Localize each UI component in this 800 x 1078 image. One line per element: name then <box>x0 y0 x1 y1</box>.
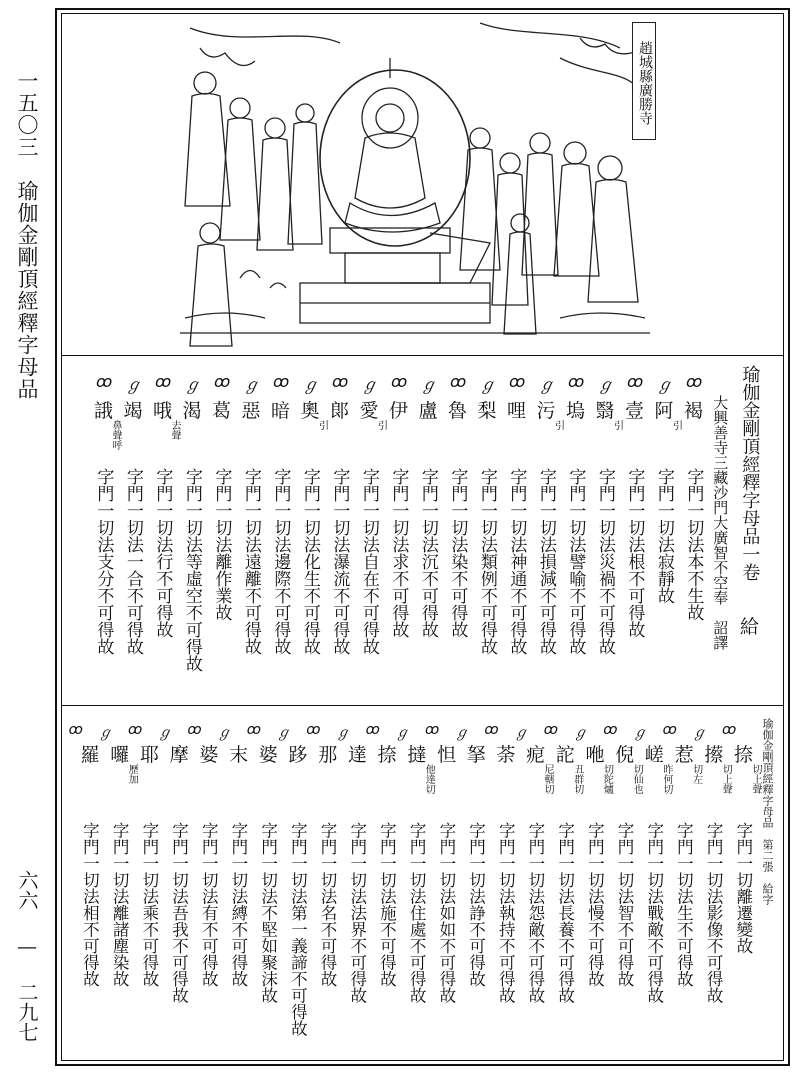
letter-character: 那 <box>318 744 338 766</box>
reading-note: 切左 <box>690 764 702 784</box>
letter-gloss: 字門一切法染不可得故 <box>447 468 468 638</box>
letter-character: 阿 <box>654 400 674 422</box>
letter-character: 污 <box>536 400 556 422</box>
letter-character: 葛 <box>212 400 232 422</box>
reading-note: 尼轄切 <box>542 764 554 794</box>
letter-character: 惡 <box>241 400 261 422</box>
reading-note: 切仙也 <box>631 764 643 794</box>
letter-gloss: 字門一切法遠離不可得故 <box>240 468 261 655</box>
letter-gloss: 字門一切法化生不可得故 <box>299 468 320 655</box>
letter-character: 詑 <box>555 744 575 766</box>
letter-gloss: 字門一切法乘不可得故 <box>139 822 159 987</box>
letter-character: 拏 <box>466 744 486 766</box>
letter-gloss: 字門一切法縛不可得故 <box>228 822 248 987</box>
letter-gloss: 字門一切法生不可得故 <box>674 822 694 987</box>
reading-note: 丑群切 <box>571 764 583 794</box>
siddham-glyph: ꝏ <box>306 722 321 738</box>
letter-character: 咃 <box>585 744 605 766</box>
siddham-glyph: ℊ <box>276 725 291 741</box>
reading-note: 引 <box>552 420 564 430</box>
letter-character: 囉 <box>110 744 130 766</box>
letter-gloss: 字門一切法自在不可得故 <box>358 468 379 655</box>
letter-gloss: 字門一切法執持不可得故 <box>496 822 516 1004</box>
letter-character: 褐 <box>684 400 704 422</box>
letter-character: 撻 <box>407 744 427 766</box>
letter-gloss: 字門一切法神通不可得故 <box>506 468 527 655</box>
letter-gloss: 字門一切法施不可得故 <box>377 822 397 987</box>
siddham-glyph: ꝏ <box>246 722 262 738</box>
letter-gloss: 字門一切法名不可得故 <box>318 822 338 987</box>
letter-gloss: 字門一切法長養不可得故 <box>555 822 575 1004</box>
siddham-glyph: ℊ <box>454 725 469 741</box>
siddham-glyph: ꝏ <box>187 722 202 738</box>
section-header: 瑜伽金剛頂經釋字母品 第二張 給字 <box>761 718 774 905</box>
siddham-glyph: ℊ <box>125 375 142 394</box>
letter-character: 翳 <box>595 400 615 422</box>
siddham-glyph: ℊ <box>479 375 496 394</box>
siddham-glyph: ꝏ <box>484 722 499 738</box>
letter-character: 竭 <box>123 400 143 422</box>
letter-gloss: 字門一切法災禍不可得故 <box>594 468 615 655</box>
letter-gloss: 字門一切法根不可得故 <box>624 468 645 638</box>
siddham-glyph: ꝏ <box>686 372 703 391</box>
reading-note: 切上聲 <box>750 764 761 794</box>
letter-character: 梨 <box>477 400 497 422</box>
letter-gloss: 字門一切法譬喻不可得故 <box>565 468 586 655</box>
letter-gloss: 字門一切法戰敵不可得故 <box>644 822 664 1004</box>
siddham-glyph: ꝏ <box>425 722 440 738</box>
siddham-glyph: ꝏ <box>214 372 231 391</box>
letter-gloss: 字門一切法寂靜故 <box>653 468 674 604</box>
letter-gloss: 字門一切法類例不可得故 <box>476 468 497 655</box>
letter-character: 摩 <box>169 744 189 766</box>
margin-page-number: 六六 — 二九七 <box>15 870 39 1042</box>
siddham-glyph: ꝏ <box>96 372 113 391</box>
letter-character: 塢 <box>566 400 586 422</box>
letter-gloss: 字門一切法影像不可得故 <box>704 822 724 1004</box>
reading-note: 引 <box>375 420 387 430</box>
siddham-glyph: ℊ <box>361 375 378 394</box>
siddham-glyph: ꝏ <box>543 722 559 738</box>
siddham-glyph: ꝏ <box>391 372 408 391</box>
reading-note: 切陀爐 <box>601 764 613 794</box>
letter-gloss: 字門一切法相不可得故 <box>80 822 100 987</box>
letter-character: 怛 <box>437 744 457 766</box>
translator-line: 大興善寺三藏沙門大廣智不空奉 詔譯 <box>711 395 730 650</box>
letter-character: 愛 <box>359 400 379 422</box>
letter-gloss: 字門一切法住處不可得故 <box>407 822 427 1004</box>
siddham-glyph: ꝏ <box>662 722 677 738</box>
siddham-glyph: ℊ <box>302 375 319 394</box>
letter-character: 荼 <box>496 744 516 766</box>
siddham-glyph: ꝏ <box>603 722 618 738</box>
letter-character: 攃 <box>704 744 724 766</box>
letter-gloss: 字門一切法損減不可得故 <box>535 468 556 655</box>
siddham-glyph: ℊ <box>573 725 588 741</box>
siddham-glyph: ℊ <box>597 375 614 394</box>
letter-character: 伊 <box>389 400 409 422</box>
letter-gloss: 字門一切法第一義諦不可得故 <box>288 822 308 1037</box>
letter-gloss: 字門一切法本不生故 <box>683 468 704 621</box>
siddham-glyph: ꝏ <box>627 372 644 391</box>
reading-note: 引 <box>670 420 682 430</box>
letter-character: 奧 <box>300 400 320 422</box>
siddham-glyph: ℊ <box>184 375 201 394</box>
siddham-glyph: ꝏ <box>365 722 380 738</box>
letter-gloss: 字門一切法求不可得故 <box>388 468 409 638</box>
margin-title: 一五〇三 瑜伽金剛頂經釋字母品 <box>15 70 39 400</box>
letter-character: 哩 <box>507 400 527 422</box>
siddham-glyph: ℊ <box>692 725 707 741</box>
letter-character: 婆 <box>199 744 219 766</box>
letter-character: 渴 <box>182 400 202 422</box>
siddham-glyph: ꝏ <box>68 722 83 738</box>
letter-character: 倪 <box>615 744 635 766</box>
letter-character: 盧 <box>418 400 438 422</box>
letter-character: 郞 <box>330 400 350 422</box>
letter-gloss: 字門一切法智不可得故 <box>615 822 635 987</box>
letter-gloss: 字門一切法邊際不可得故 <box>270 468 291 655</box>
letter-gloss: 字門一切法等虛空不可得故 <box>181 468 202 672</box>
letter-gloss: 字門一切法慢不可得故 <box>585 822 605 987</box>
letter-character: 哦 <box>153 400 173 422</box>
siddham-glyph: ℊ <box>243 375 260 394</box>
section-title: 瑜伽金剛頂經釋字母品一卷 <box>739 365 761 581</box>
reading-note: 引 <box>611 420 623 430</box>
letter-gloss: 字門一切法如如不可得故 <box>436 822 456 1004</box>
reading-note: 去聲 <box>169 420 180 440</box>
siddham-glyph: ℊ <box>335 725 350 741</box>
letter-gloss: 字門一切法諍不可得故 <box>466 822 486 987</box>
siddham-glyph: ꝏ <box>332 372 349 391</box>
siddham-glyph: ℊ <box>632 725 647 741</box>
siddham-glyph: ℊ <box>514 725 529 741</box>
siddham-glyph: ℊ <box>656 375 673 394</box>
letter-character: 暗 <box>271 400 291 422</box>
letter-character: 末 <box>229 744 249 766</box>
letter-gloss: 字門一切法怨敵不可得故 <box>525 822 545 1004</box>
letter-gloss: 字門一切法沉不可得故 <box>417 468 438 638</box>
letter-character: 嵯 <box>644 744 664 766</box>
siddham-glyph: ꝏ <box>273 372 290 391</box>
reading-note: 切上聲 <box>720 764 732 794</box>
siddham-glyph: ℊ <box>157 725 172 741</box>
siddham-glyph: ꝏ <box>128 722 143 738</box>
letter-character: 達 <box>347 744 367 766</box>
reading-note: 他達切 <box>423 764 435 794</box>
letter-gloss: 字門一切法一合不可得故 <box>122 468 143 655</box>
section-mark: 給 <box>740 616 760 638</box>
siddham-glyph: ꝏ <box>722 722 737 738</box>
siddham-glyph: ℊ <box>98 725 113 741</box>
letter-gloss: 字門一切法行不可得故 <box>152 468 173 638</box>
letter-character: 魯 <box>448 400 468 422</box>
section-divider <box>61 355 784 356</box>
letter-gloss: 字門一切法離作業故 <box>211 468 232 621</box>
letter-character: 婆 <box>258 744 278 766</box>
siddham-glyph: ℊ <box>217 725 232 741</box>
siddham-glyph: ℊ <box>395 725 410 741</box>
letter-character: 惹 <box>674 744 694 766</box>
letter-character: 羅 <box>80 744 100 766</box>
buddha-assembly-illustration <box>180 18 650 348</box>
reading-note: 昨何切 <box>660 764 672 794</box>
letter-gloss: 字門一切法有不可得故 <box>199 822 219 987</box>
letter-character: 捺 <box>734 744 754 766</box>
letter-character: 耶 <box>140 744 160 766</box>
letter-gloss: 字門一切法法界不可得故 <box>347 822 367 1004</box>
siddham-glyph: ꝏ <box>155 372 172 391</box>
siddham-glyph: ℊ <box>538 375 555 394</box>
letter-character: 痆 <box>526 744 546 766</box>
siddham-glyph: ℊ <box>420 375 437 394</box>
letter-character: 誐 <box>94 400 114 422</box>
siddham-glyph: ꝏ <box>568 372 585 391</box>
letter-gloss: 字門一切法支分不可得故 <box>93 468 114 655</box>
reading-note: 鼻聲呼 <box>110 420 121 450</box>
letter-gloss: 字門一切法離諸塵染故 <box>110 822 130 987</box>
letter-character: 跢 <box>288 744 308 766</box>
letter-gloss: 字門一切離遷變故 <box>733 822 753 954</box>
letter-character: 壹 <box>625 400 645 422</box>
reading-note: 歷加 <box>126 764 138 784</box>
section-divider <box>61 705 784 706</box>
reading-note: 引 <box>316 420 328 430</box>
letter-gloss: 字門一切法吾我不可得故 <box>169 822 189 1004</box>
illustration-caption: 趙城縣廣勝寺 <box>632 22 656 140</box>
siddham-glyph: ꝏ <box>450 372 467 391</box>
letter-gloss: 字門一切法瀑流不可得故 <box>329 468 350 655</box>
letter-gloss: 字門一切法不堅如聚沫故 <box>258 822 278 1004</box>
siddham-glyph: ꝏ <box>509 372 526 391</box>
letter-character: 捺 <box>377 744 397 766</box>
